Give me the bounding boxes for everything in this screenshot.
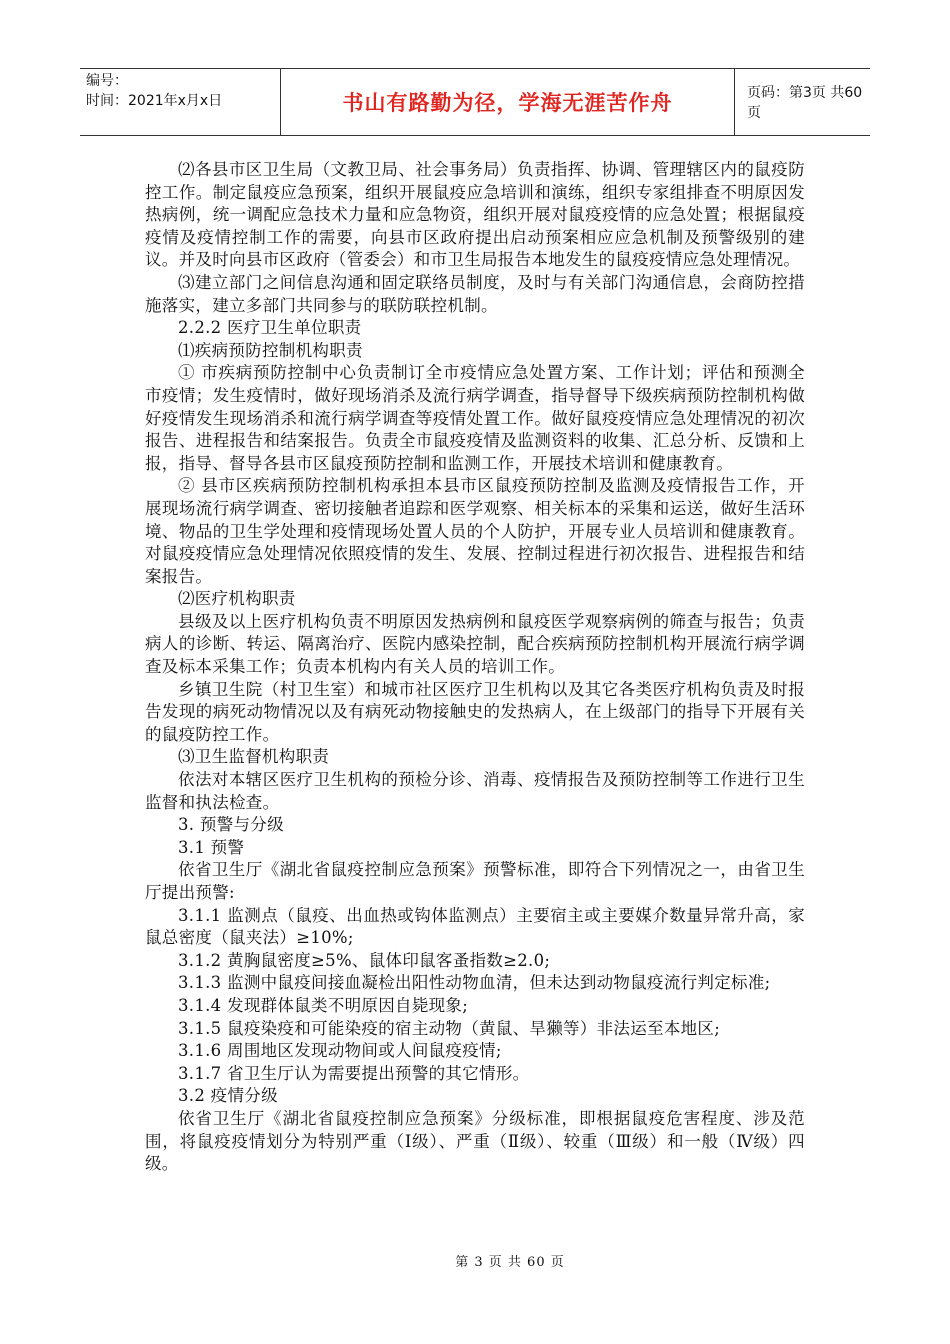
list-item: 3.1.5 鼠疫染疫和可能染疫的宿主动物（黄鼠、旱獭等）非法运至本地区; bbox=[178, 1018, 721, 1038]
list-item: 3.1.7 省卫生厅认为需要提出预警的其它情形。 bbox=[178, 1063, 530, 1083]
paragraph: 依省卫生厅《湖北省鼠疫控制应急预案》预警标准，即符合下列情况之一，由省卫生厅提出预警: bbox=[145, 860, 805, 902]
paragraph: 依法对本辖区医疗卫生机构的预检分诊、消毒、疫情报告及预防控制等工作进行卫生监督和执法检查。 bbox=[145, 770, 805, 812]
list-item: 3.1.2 黄胸鼠密度≥5%、鼠体印鼠客蚤指数≥2.0; bbox=[178, 950, 551, 970]
subsection-heading: ⑶卫生监督机构职责 bbox=[178, 747, 330, 767]
paragraph: 乡镇卫生院（村卫生室）和城市社区医疗卫生机构以及其它各类医疗机构负责及时报告发现的病死动物情况以及有病死动物接触史的发热病人，在上级部门的指导下开展有关的鼠疫防控工作。 bbox=[145, 679, 805, 744]
subsection-heading: ⑴疾病预防控制机构职责 bbox=[178, 340, 363, 360]
header-meta bbox=[80, 69, 280, 135]
list-item: 3.1.6 周围地区发现动物间或人间鼠疫疫情; bbox=[178, 1041, 502, 1061]
section-heading: 3.1 预警 bbox=[178, 837, 245, 857]
document-number-label: 编号： bbox=[86, 73, 128, 89]
document-body bbox=[145, 159, 805, 1176]
subsection-heading: ⑵医疗机构职责 bbox=[178, 589, 296, 609]
section-heading: 2.2.2 医疗卫生单位职责 bbox=[178, 318, 362, 338]
paragraph: 县级及以上医疗机构负责不明原因发热病例和鼠疫医学观察病例的筛查与报告；负责病人的诊断、转运、隔离治疗、医院内感染控制，配合疾病预防控制机构开展流行病学调查及标本采集工作；负责本机构内有关人员的培训工作。 bbox=[145, 611, 805, 677]
list-item: 3.1.4 发现群体鼠类不明原因自毙现象; bbox=[178, 995, 469, 1015]
paragraph: ① 市疾病预防控制中心负责制订全市疫情应急处置方案、工作计划；评估和预测全市疫情；发生疫情时，做好现场消杀及流行病学调查，指导督导下级疾病预防控制机构做好疫情发生现场消杀和流行病学调查等疫情处置工作。做好鼠疫疫情应急处理情况的初次报告、进程报告和结案报告。负责全市鼠疫疫情及监测资料的收集、汇总分析、反馈和上报，指导、督导各县市区鼠疫预防控制和监测工作，开展技术培训和健康教育。 bbox=[145, 363, 805, 473]
section-heading: 3.2 疫情分级 bbox=[178, 1086, 278, 1106]
list-item: 3.1.1 监测点（鼠疫、出血热或钩体监测点）主要宿主或主要媒介数量异常升高，家鼠总密度（鼠夹法）≥10%; bbox=[145, 905, 805, 948]
footer-page-number: 第 3 页 共 60 页 bbox=[455, 1255, 565, 1270]
paragraph: ⑵各县市区卫生局（文教卫局、社会事务局）负责指挥、协调、管理辖区内的鼠疫防控工作。制定鼠疫应急预案，组织开展鼠疫应急培训和演练，组织专家组排查不明原因发热病例，统一调配应急技术力量和应急物资，组织开展对鼠疫疫情的应急处置；根据鼠疫疫情及疫情控制工作的需要，向县市区政府提出启动预案相应应急机制及预警级别的建议。并及时向县市区政府（管委会）和市卫生局报告本地发生的鼠疫疫情应急处理情况。 bbox=[145, 160, 805, 270]
page-header bbox=[80, 68, 870, 136]
section-heading: 3. 预警与分级 bbox=[178, 815, 284, 835]
paragraph: ② 县市区疾病预防控制机构承担本县市区鼠疫预防控制及监测及疫情报告工作，开展现场流行病学调查、密切接触者追踪和医学观察、相关标本的采集和运送，做好生活环境、物品的卫生学处理和疫情现场处置人员的个人防护，开展专业人员培训和健康教育。对鼠疫疫情应急处理情况依照疫情的发生、发展、控制过程进行初次报告、进程报告和结案报告。 bbox=[145, 476, 805, 586]
paragraph: 依省卫生厅《湖北省鼠疫控制应急预案》分级标准，即根据鼠疫危害程度、涉及范围，将鼠疫疫情划分为特别严重（Ⅰ级）、严重（Ⅱ级）、较重（Ⅲ级）和一般（Ⅳ级）四级。 bbox=[145, 1108, 805, 1174]
header-page-number: 页码：第3页 共60页 bbox=[747, 85, 863, 121]
page-footer bbox=[0, 1251, 950, 1270]
list-item: 3.1.3 监测中鼠疫间接血凝检出阳性动物血清，但未达到动物鼠疫流行判定标准; bbox=[178, 973, 771, 993]
header-motto: 书山有路勤为径，学海无涯苦作舟 bbox=[280, 69, 735, 135]
document-date-label: 时间：2021年x月x日 bbox=[86, 93, 223, 109]
paragraph: ⑶建立部门之间信息沟通和固定联络员制度，及时与有关部门沟通信息，会商防控措施落实，建立多部门共同参与的联防联控机制。 bbox=[145, 272, 805, 315]
